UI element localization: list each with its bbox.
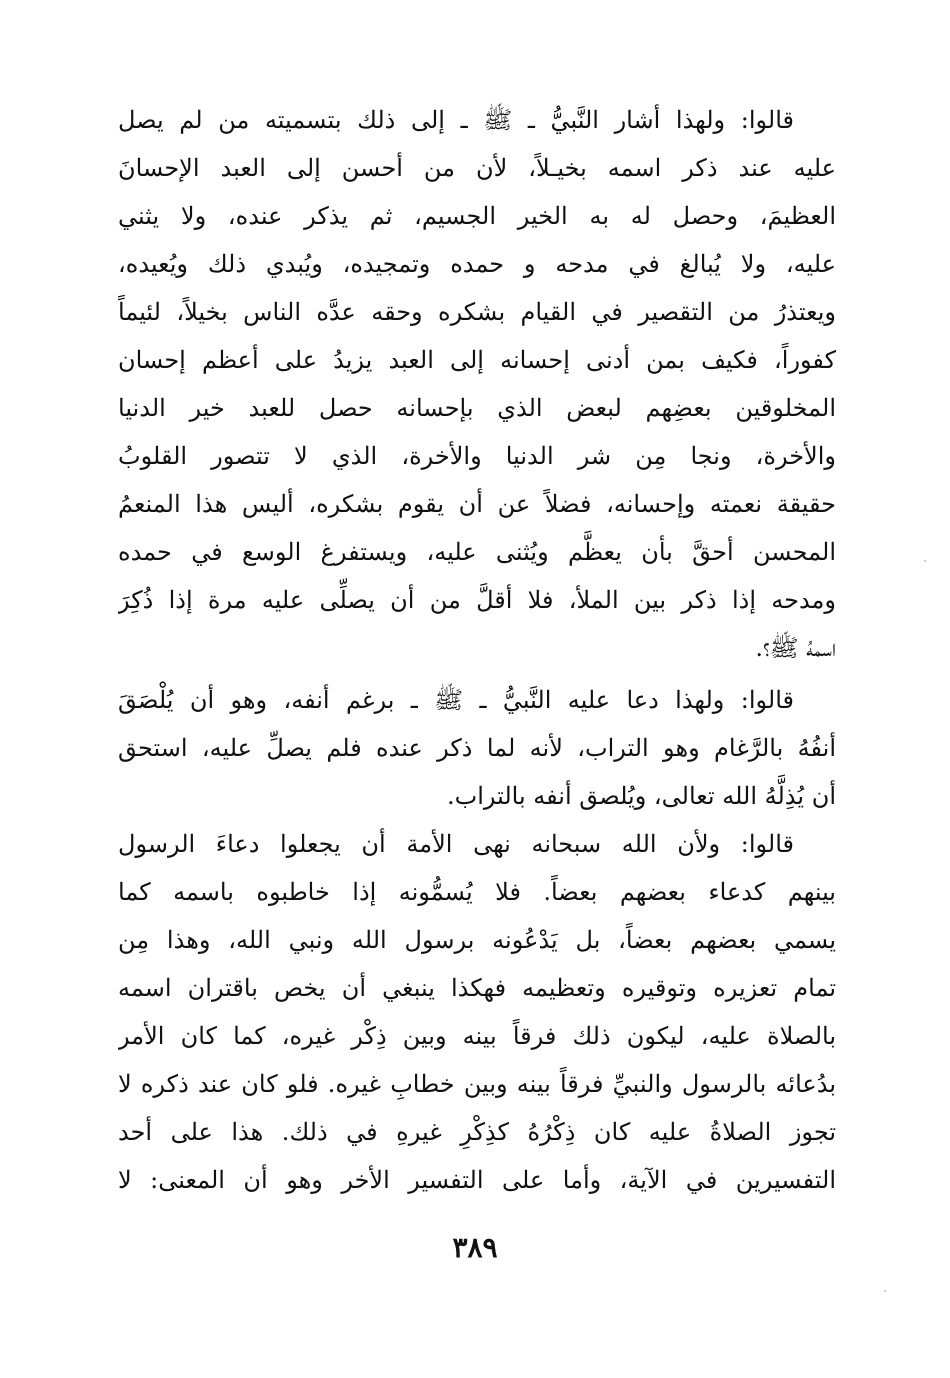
paragraph-1: [118, 96, 836, 672]
paragraph-3: [118, 820, 836, 1204]
text-line: بالصلاة عليه، ليكون ذلك فرقاً بينه وبين ذِكْر غيره، كما كان الأمر: [118, 1022, 836, 1050]
text-line: ويعتذرُ من التقصير في القيام بشكره وحقه عدَّه الناس بخيلاً، لئيماً: [118, 298, 836, 326]
text-line: قالوا: ولأن الله سبحانه نهى الأمة أن يجعلوا دعاءَ الرسول: [118, 830, 794, 858]
text-line: تمام تعزيره وتوقيره وتعظيمه فهكذا ينبغي أن يخص باقتران اسمه: [118, 974, 836, 1002]
text-line: اسمهُ ﷺ؟.: [755, 634, 836, 662]
text-line: بينهم كدعاء بعضهم بعضاً. فلا يُسمُّونه إذا خاطبوه باسمه كما: [118, 878, 836, 906]
text-line: المحسن أحقَّ بأن يعظَّم ويُثنى عليه، ويستفرغ الوسع في حمده: [118, 538, 836, 566]
text-line: أن يُذِلَّهُ الله تعالى، ويُلصق أنفه بالتراب.: [446, 782, 836, 810]
text-line: بدُعائه بالرسول والنبيِّ فرقاً بينه وبين خطابِ غيره. فلو كان عند ذكره لا: [118, 1070, 836, 1098]
text-line: قالوا: ولهذا أشار النَّبيُّ ـ ﷺ ـ إلى ذلك بتسميته من لم يصل: [118, 106, 794, 134]
text-line: يسمي بعضهم بعضاً، بل يَدْعُونه برسول الله ونبي الله، وهذا مِن: [118, 926, 836, 954]
text-line: التفسيرين في الآية، وأما على التفسير الأخر وهو أن المعنى: لا: [118, 1166, 836, 1194]
text-line: عليه، ولا يُبالغ في مدحه و حمده وتمجيده، ويُبدي ذلك ويُعيده،: [118, 250, 836, 278]
text-line: المخلوقين بعضِهم لبعض الذي بإحسانه حصل للعبد خير الدنيا: [118, 394, 836, 422]
text-line: العظيمَ، وحصل له به الخير الجسيم، ثم يذكر عنده، ولا يثني: [118, 202, 836, 230]
page-number: ٣٨٩: [452, 1231, 498, 1264]
paragraph-2: [118, 676, 836, 820]
text-line: تجوز الصلاةُ عليه كان ذِكْرُهُ كذِكْرِ غيرهِ في ذلك. هذا على أحد: [118, 1118, 836, 1146]
text-line: أنفُهُ بالرَّغام وهو التراب، لأنه لما ذكر عنده فلم يصلِّ عليه، استحق: [118, 734, 836, 762]
text-line: قالوا: ولهذا دعا عليه النَّبيُّ ـ ﷺ ـ برغم أنفه، وهو أن يُلْصَقَ: [118, 686, 794, 714]
text-line: حقيقة نعمته وإحسانه، فضلاً عن أن يقوم بشكره، أليس هذا المنعمُ: [118, 490, 836, 518]
text-line: ومدحه إذا ذكر بين الملأ، فلا أقلَّ من أن يصلِّى عليه مرة إذا ذُكِرَ: [118, 586, 836, 614]
scan-speck: [884, 1290, 886, 1292]
text-line: كفوراً، فكيف بمن أدنى إحسانه إلى العبد يزيدُ على أعظم إحسان: [118, 346, 836, 374]
text-line: عليه عند ذكر اسمه بخيـلاً، لأن من أحسن إلى العبد الإحسانَ: [118, 154, 836, 182]
text-line: والأخرة، ونجا مِن شر الدنيا والأخرة، الذي لا تتصور القلوبُ: [118, 442, 836, 470]
scan-speck: [924, 560, 926, 562]
